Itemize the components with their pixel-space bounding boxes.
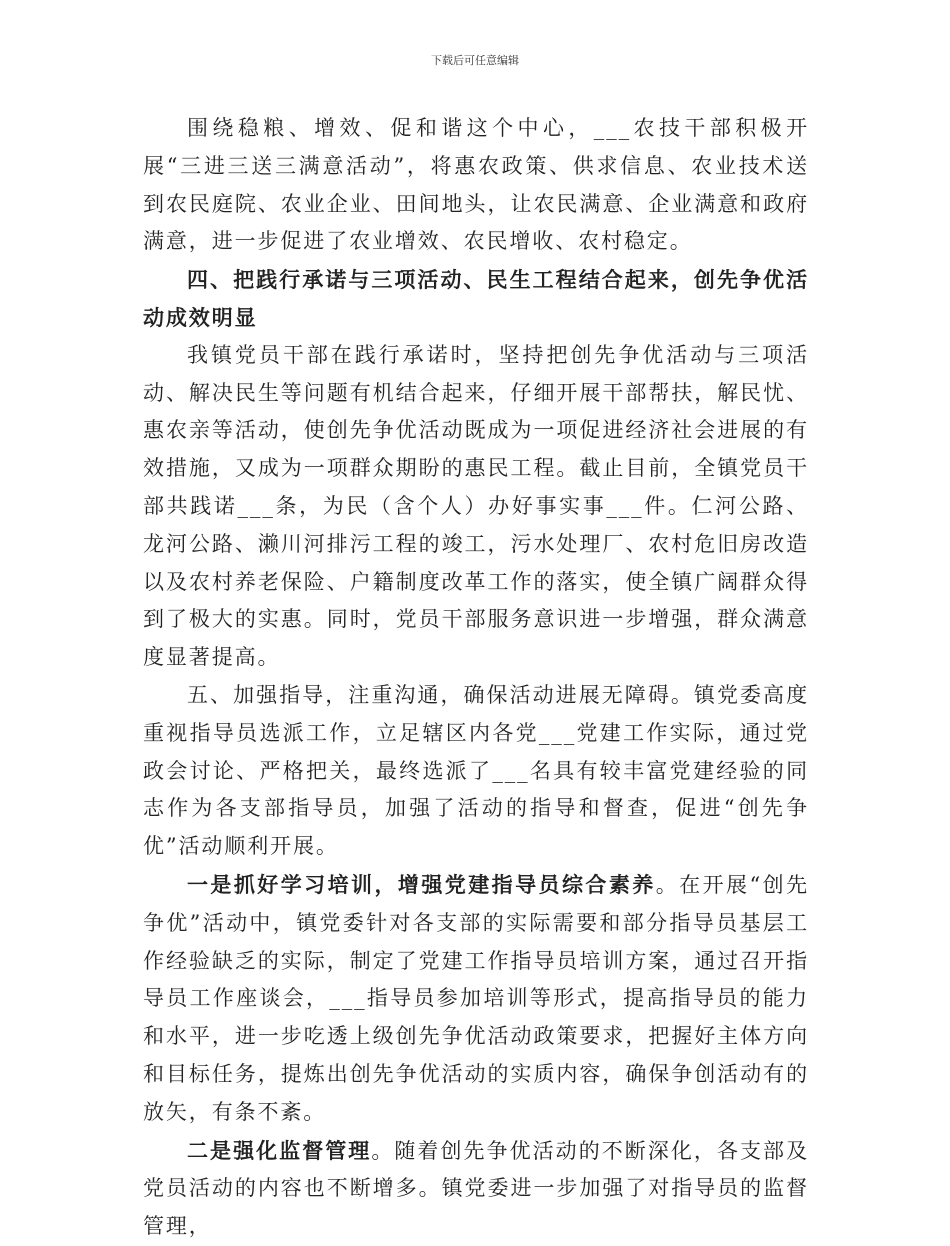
paragraph-training xyxy=(143,866,809,1132)
paragraph-guidance: 五、加强指导，注重沟通，确保活动进展无障碍。镇党委高度重视指导员选派工作，立足辖区内各党___党建工作实际，通过党政会讨论、严格把关，最终选派了___名具有较丰富党建经验的同志作为各支部指导员，加强了活动的指导和督查，促进“创先争优”活动顺利开展。 xyxy=(143,682,809,859)
paragraph-commitment: 我镇党员干部在践行承诺时，坚持把创先争优活动与三项活动、解决民生等问题有机结合起来，仔细开展干部帮扶，解民忧、惠农亲等活动，使创先争优活动既成为一项促进经济社会进展的有效措施，又成为一项群众期盼的惠民工程。截止目前，全镇党员干部共践诺___条，为民（含个人）办好事实事___件。仁河公路、龙河公路、濑川河排污工程的竣工，污水处理厂、农村危旧房改造以及农村养老保险、户籍制度改革工作的落实，使全镇广阔群众得到了极大的实惠。同时，党员干部服务意识进一步增强，群众满意度显著提高。 xyxy=(143,342,809,670)
paragraph-supervision-lead: 二是强化监督管理 xyxy=(187,1137,372,1163)
page-header: 下载后可任意编辑 xyxy=(431,54,519,67)
paragraph-training-lead: 一是抓好学习培训，增强党建指导员综合素养 xyxy=(187,871,656,897)
section-heading-4: 四、把践行承诺与三项活动、民生工程结合起来，创先争优活动成效明显 xyxy=(143,267,809,330)
paragraph-agriculture: 围绕稳粮、增效、促和谐这个中心，___农技干部积极开展“三进三送三满意活动”，将惠农政策、供求信息、农业技术送到农民庭院、农业企业、田间地头，让农民满意、企业满意和政府满意，进一步促进了农业增效、农民增收、农村稳定。 xyxy=(143,116,809,254)
document-body xyxy=(143,110,809,1246)
paragraph-supervision-text: 。随着创先争优活动的不断深化，各支部及党员活动的内容也不断增多。镇党委进一步加强了对指导员的监督管理， xyxy=(143,1138,809,1239)
paragraph-training-text: 。在开展“创先争优”活动中，镇党委针对各支部的实际需要和部分指导员基层工作经验缺乏的实际，制定了党建工作指导员培训方案，通过召开指导员工作座谈会，___指导员参加培训等形式，提高指导员的能力和水平，进一步吃透上级创先争优活动政策要求，把握好主体方向和目标任务，提炼出创先争优活动的实质内容，确保争创活动有的放矢，有条不紊。 xyxy=(143,872,809,1124)
paragraph-supervision xyxy=(143,1132,809,1246)
